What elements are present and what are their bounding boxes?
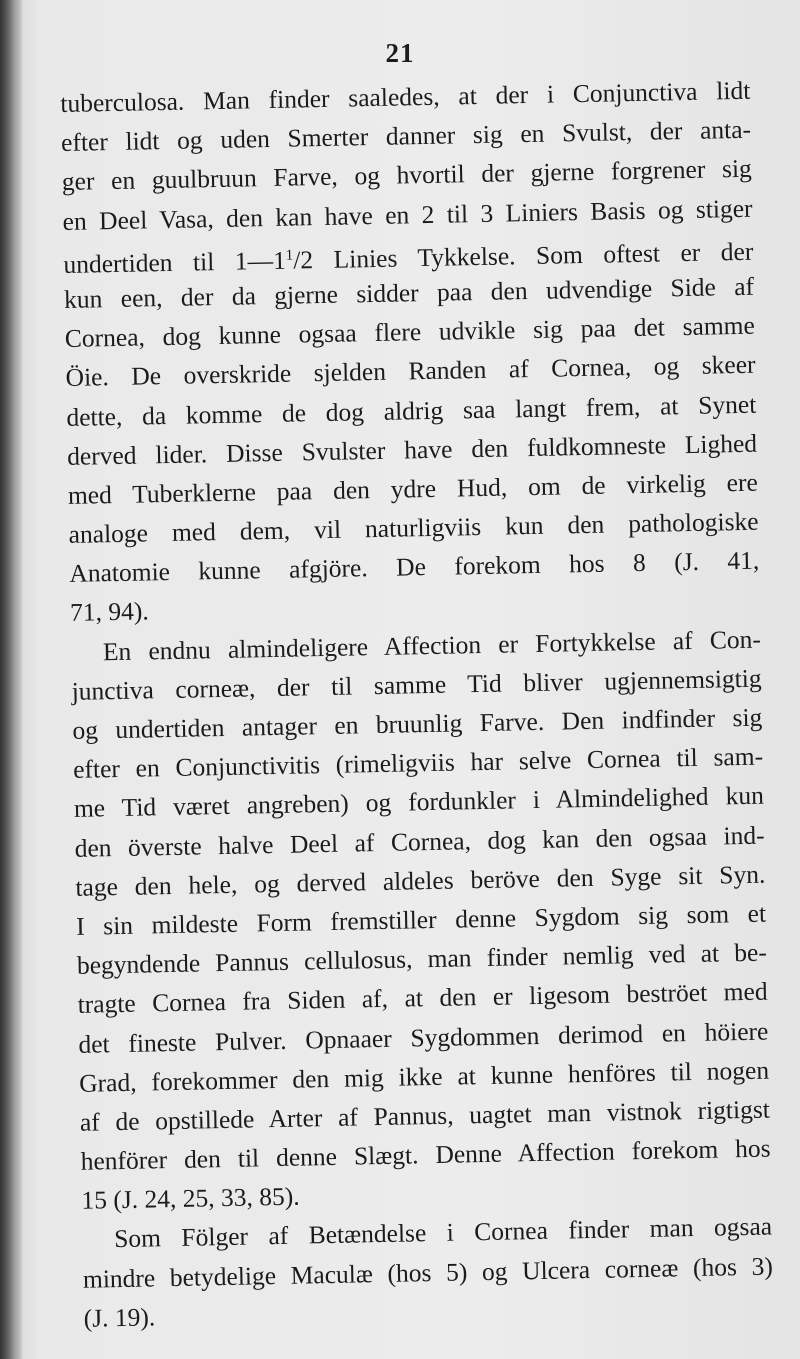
book-spine-shadow bbox=[0, 0, 22, 1359]
text-line: og undertiden antager en bruunlig Farve. Den indfinder sig bbox=[72, 702, 763, 745]
text-line: tage den hele, og derved aldeles beröve den Syge sit Syn. bbox=[75, 859, 766, 902]
text-line: junctiva corneæ, der til samme Tid bliver ugjennemsigtig bbox=[71, 663, 762, 706]
text-line: efter en Conjunctivitis (rimeligviis har selve Cornea til sam- bbox=[72, 741, 764, 785]
text-line: den överste halve Deel af Cornea, dog kan den ogsaa ind- bbox=[74, 820, 765, 863]
text-line: ger en guulbruun Farve, og hvortil der gjerne forgrener sig bbox=[61, 154, 753, 197]
text-line: begyndende Pannus cellulosus, man finder nemlig ved at be- bbox=[76, 937, 768, 980]
text-line: me Tid været angreben) og fordunkler i Almindelighed kun bbox=[73, 780, 765, 824]
text-fragment: undertiden til 1—1 bbox=[63, 245, 287, 279]
text-line: Cornea, dog kunne ogsaa flere udvikle sig paa det samme bbox=[64, 310, 756, 354]
text-line: analoge med dem, vil naturligviis kun den pathologiske bbox=[68, 506, 759, 549]
text-line: (J. 19). bbox=[83, 1302, 156, 1333]
paragraph-3 bbox=[82, 1207, 774, 1338]
text-line: 71, 94). bbox=[69, 596, 150, 628]
text-line: En endnu almindeligere Affection er Fortykkelse af Con- bbox=[102, 624, 762, 666]
text-line: dette, da komme de dog aldrig saa langt frem, at Synet bbox=[66, 389, 757, 432]
text-line: henförer den til denne Slægt. Denne Affection forekom hos bbox=[80, 1133, 771, 1176]
text-line: 15 (J. 24, 25, 33, 85). bbox=[81, 1181, 300, 1216]
text-line: Anatomie kunne afgjöre. De forekom hos 8 (J. 41, bbox=[69, 545, 760, 589]
text-line: kun een, der da gjerne sidder paa den udvendige Side af bbox=[63, 271, 755, 314]
text-line: det fineste Pulver. Opnaaer Sygdommen derimod en höiere bbox=[78, 1016, 769, 1059]
text-line: med Tuberklerne paa den ydre Hud, om de virkelig ere bbox=[67, 467, 759, 510]
text-line: tragte Cornea fra Siden af, at den er ligesom beströet med bbox=[77, 976, 768, 1020]
text-line: Som Fölger af Betændelse i Cornea finder man ogsaa bbox=[113, 1211, 773, 1254]
text-line: en Deel Vasa, den kan have en 2 til 3 Liniers Basis og stiger bbox=[62, 193, 753, 236]
text-line: I sin mildeste Form fremstiller denne Sygdom sig som et bbox=[75, 898, 767, 941]
text-line: derved lider. Disse Svulster have den fuldkomneste Lighed bbox=[66, 428, 758, 471]
body-text bbox=[60, 71, 774, 1338]
page-number: 21 bbox=[385, 38, 415, 68]
text-line: tuberculosa. Man finder saaledes, at der i Conjunctiva lidt bbox=[60, 75, 751, 118]
text-line: Öie. De overskride sjelden Randen af Cornea, og skeer bbox=[65, 350, 756, 393]
text-line: Grad, forekommer den mig ikke at kunne henföres til nogen bbox=[78, 1055, 770, 1098]
superscript: 1 bbox=[285, 247, 294, 264]
text-fragment: /2 Linies Tykkelse. Som oftest er der bbox=[292, 236, 754, 275]
text-line: efter lidt og uden Smerter danner sig en Svulst, der anta- bbox=[60, 114, 752, 158]
text-line: mindre betydelige Maculæ (hos 5) og Ulcera corneæ (hos 3) bbox=[82, 1251, 774, 1294]
text-line: af de opstillede Arter af Pannus, uagtet man vistnok rigtigst bbox=[79, 1094, 771, 1137]
paragraph-1 bbox=[60, 71, 760, 633]
paragraph-2 bbox=[71, 619, 772, 1220]
